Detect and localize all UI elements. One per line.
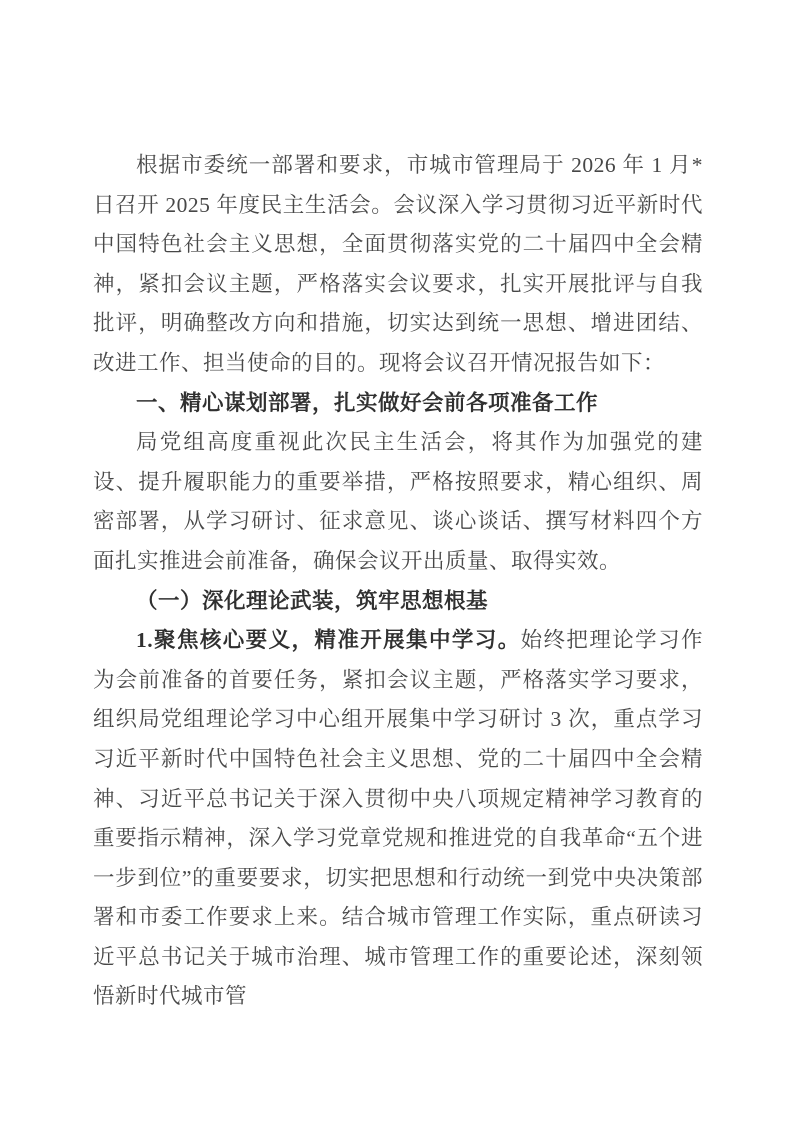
intro-paragraph: 根据市委统一部署和要求，市城市管理局于 2026 年 1 月*日召开 2025 年度民主生活会。会议深入学习贯彻习近平新时代中国特色社会主义思想，全面贯彻落实党的二十届四中全会精神，紧扣会议主题，严格落实会议要求，扎实开展批评与自我批评，明确整改方向和措施，切实达到统一思想、增进团结、改进工作、担当使命的目的。现将会议召开情况报告如下： <box>93 153 703 375</box>
subsection-heading-1-1: （一）深化理论武装，筑牢思想根基 <box>136 588 489 613</box>
section-heading-1: 一、精心谋划部署，扎实做好会前各项准备工作 <box>136 390 599 415</box>
item1-body-text: 始终把理论学习作为会前准备的首要任务，紧扣会议主题，严格落实学习要求，组织局党组理论学习中心组开展集中学习研讨 3 次，重点学习习近平新时代中国特色社会主义思想、党的二十届四中全会精神、习近平总书记关于深入贯彻中央八项规定精神学习教育的重要指示精神，深入学习党章党规和推进党的自我革命“五个进一步到位”的重要要求，切实把思想和行动统一到党中央决策部署和市委工作要求上来。结合城市管理工作实际，重点研读习近平总书记关于城市治理、城市管理工作的重要论述，深刻领悟新时代城市管 <box>93 628 703 1009</box>
document-body <box>93 146 703 1017</box>
item-paragraph-1 <box>93 621 703 1017</box>
item1-lead-text: 1.聚焦核心要义，精准开展集中学习。 <box>136 628 521 653</box>
section1-paragraph: 局党组高度重视此次民主生活会，将其作为加强党的建设、提升履职能力的重要举措，严格按照要求，精心组织、周密部署，从学习研讨、征求意见、谈心谈话、撰写材料四个方面扎实推进会前准备，确保会议开出质量、取得实效。 <box>93 430 703 573</box>
